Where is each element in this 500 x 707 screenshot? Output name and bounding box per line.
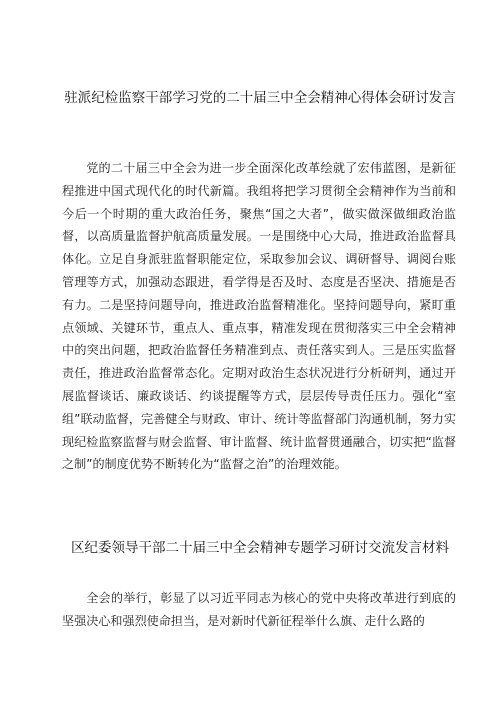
article-1-paragraph: 党的二十届三中全会为进一步全面深化改革绘就了宏伟蓝图，是新征程推进中国式现代化的时代新篇。我组将把学习贯彻全会精神作为当前和今后一个时期的重大政治任务，聚焦“国之大者”，做实做深做细政治监督，以高质量监督护航高质量发展。一是围绕中心大局，推进政治监督具体化。立足自身派驻监督职能定位，采取参加会议、调研督导、调阅台账管理等方式，加强动态跟进，看学得是否及时、态度是否坚决、措施是否有力。二是坚持问题导向，推进政治监督精准化。坚持问题导向，紧盯重点领域、关键环节，重点人、重点事，精准发现在贯彻落实三中全会精神中的突出问题，把政治监督任务精准到点、责任落实到人。三是压实监督责任，推进政治监督常态化。定期对政治生态状况进行分析研判，通过开展监督谈话、廉政谈话、约谈提醒等方式，层层传导责任压力。强化“室组”联动监督，完善健全与财政、审计、统计等监督部门沟通机制，努力实现纪检监察监督与财会监督、审计监督、统计监督贯通融合，切实把“监督之制”的制度优势不断转化为“监督之治”的治理效能。	[62, 161, 456, 472]
article-2-paragraph: 全会的举行，彰显了以习近平同志为核心的党中央将改革进行到底的坚强决心和强烈使命担当，是对新时代新征程举什么旗、走什么路的	[62, 591, 456, 628]
article-1-title: 驻派纪检监察干部学习党的二十届三中全会精神心得体会研讨发言	[64, 90, 456, 106]
article-2-title: 区纪委领导干部二十届三中全会精神专题学习研讨交流发言材料	[71, 540, 449, 556]
